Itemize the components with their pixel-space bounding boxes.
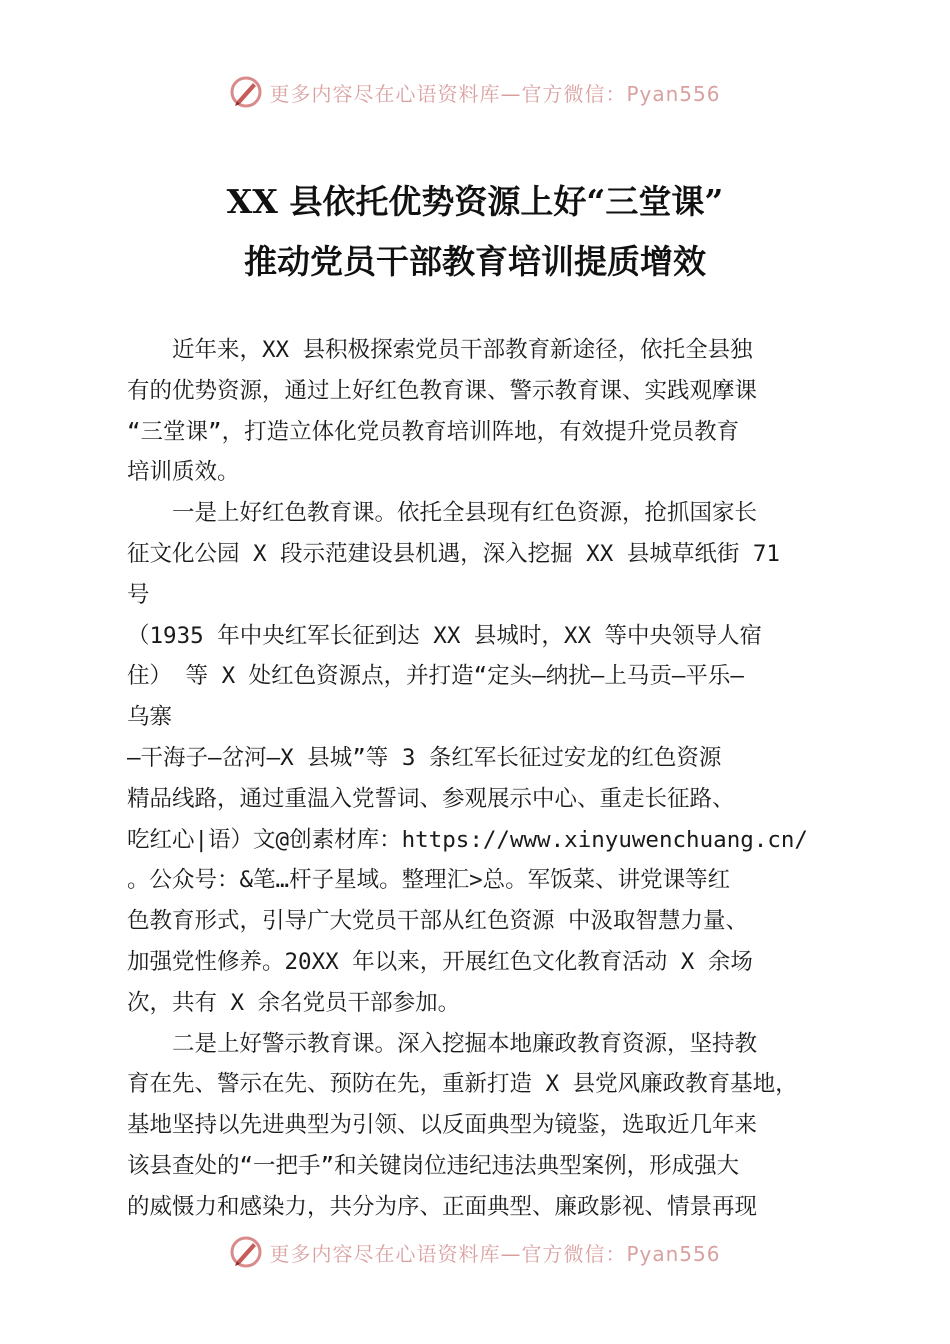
watermark-text: 更多内容尽在心语资料库—官方微信：Pyan556 <box>269 1241 721 1266</box>
body-line: 乌寨 <box>127 704 173 731</box>
body-line: 加强党性修养。20XX 年以来，开展红色文化教育活动 X 余场 <box>127 948 753 975</box>
body-line: 住） 等 X 处红色资源点，并打造“定头—纳扰—上马贡—平乐— <box>127 663 744 690</box>
body-line: 吃红心|语）文@创素材库：https://www.xinyuwenchuang.cn/ <box>127 826 808 853</box>
watermark-header <box>0 72 950 112</box>
body-line: 精品线路，通过重温入党誓词、参观展示中心、重走长征路、 <box>127 785 735 812</box>
body-line: “三堂课”，打造立体化党员教育培训阵地，有效提升党员教育 <box>127 418 740 445</box>
body-line: 基地坚持以先进典型为引领、以反面典型为镜鉴，选取近几年来 <box>127 1112 758 1139</box>
title-line-2: 推动党员干部教育培训提质增效 <box>244 242 706 281</box>
body-line: 色教育形式，引导广大党员干部从红色资源 中汲取智慧力量、 <box>127 908 749 935</box>
body-line: 育在先、警示在先、预防在先，重新打造 X 县党风廉政教育基地， <box>127 1071 798 1098</box>
document-body <box>127 330 847 1228</box>
body-line: —干海子—岔河—X 县城”等 3 条红军长征过安龙的红色资源 <box>127 744 722 771</box>
body-line: （1935 年中央红军长征到达 XX 县城时，XX 等中央领导人宿 <box>127 622 763 649</box>
body-line: 。公众号：&笔…杆子星域。整理汇>总。军饭菜、讲党课等红 <box>127 867 731 894</box>
body-line: 次，共有 X 余名党员干部参加。 <box>127 989 461 1016</box>
body-line: 号 <box>127 581 150 608</box>
body-line: 培训质效。 <box>127 459 240 486</box>
watermark-footer <box>0 1232 950 1272</box>
body-line: 有的优势资源，通过上好红色教育课、警示教育课、实践观摩课 <box>127 377 758 404</box>
watermark-text: 更多内容尽在心语资料库—官方微信：Pyan556 <box>269 81 721 106</box>
pen-logo-icon <box>229 1235 263 1269</box>
body-line: 的威慑力和感染力，共分为序、正面典型、廉政影视、情景再现 <box>127 1193 758 1220</box>
body-line: 一是上好红色教育课。依托全县现有红色资源，抢抓国家长 <box>127 500 758 527</box>
title-line-1: XX 县依托优势资源上好“三堂课” <box>226 182 724 221</box>
body-line: 二是上好警示教育课。深入挖掘本地廉政教育资源，坚持教 <box>127 1030 758 1057</box>
pen-logo-icon <box>229 75 263 109</box>
body-line: 近年来，XX 县积极探索党员干部教育新途径，依托全县独 <box>127 337 753 363</box>
body-line: 征文化公园 X 段示范建设县机遇，深入挖掘 XX 县城草纸街 71 <box>127 540 780 567</box>
document-title <box>0 172 950 292</box>
body-line: 该县查处的“一把手”和关键岗位违纪违法典型案例，形成强大 <box>127 1152 740 1179</box>
